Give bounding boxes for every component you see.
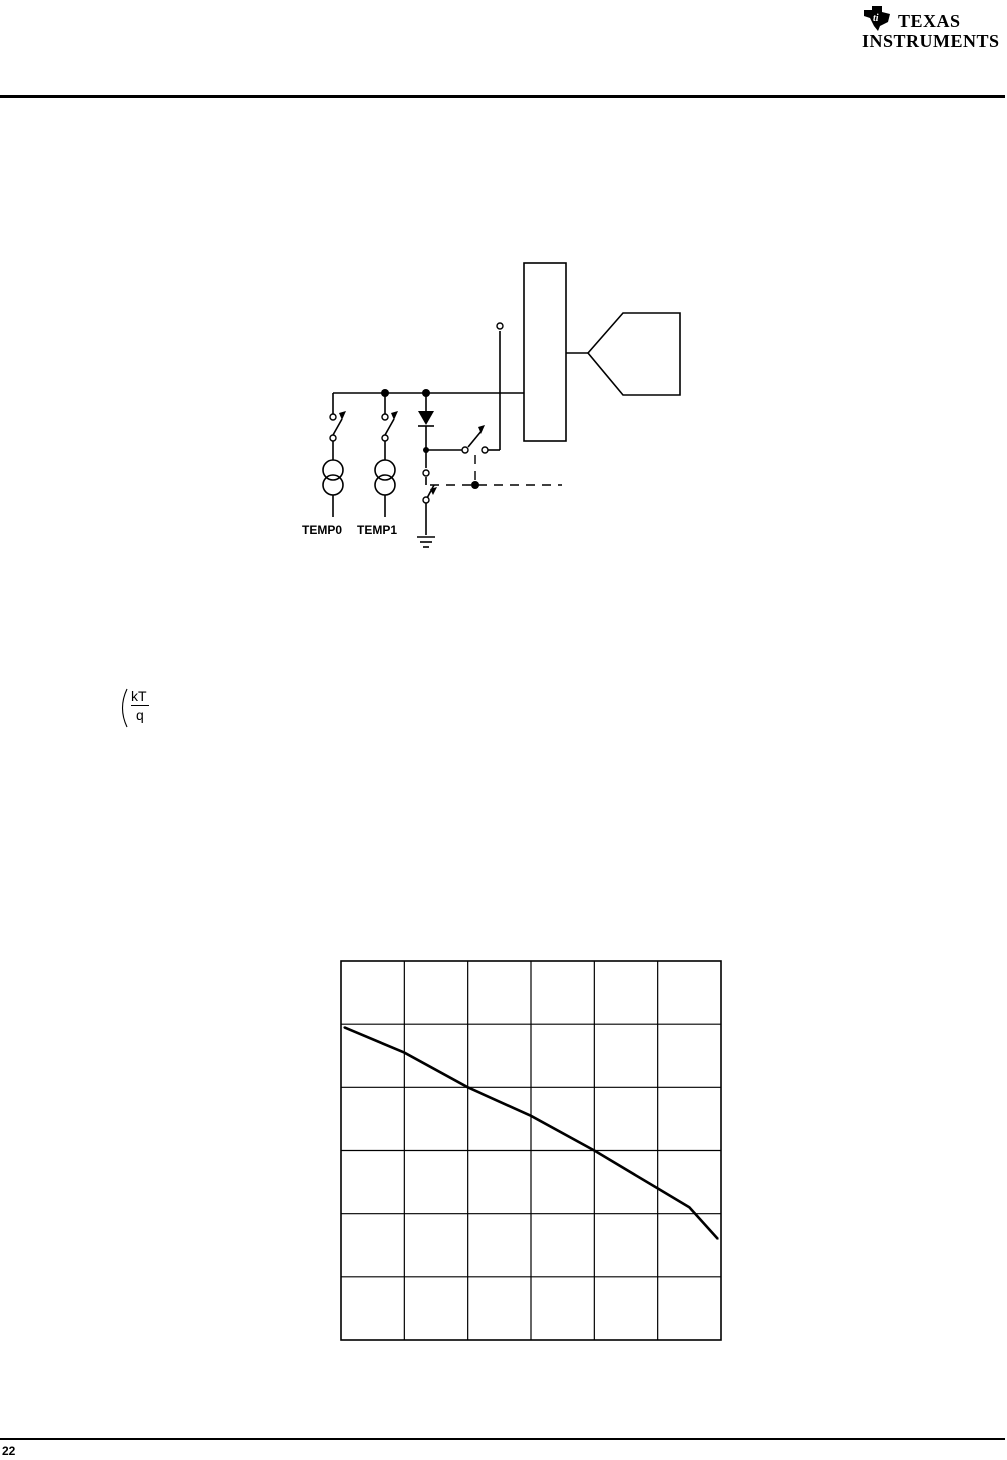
formula-kt-over-q <box>117 688 167 734</box>
circuit-diagram <box>290 255 710 565</box>
line-chart <box>340 960 722 1341</box>
output-block <box>588 313 680 395</box>
brand-line1: TEXAS <box>898 11 961 31</box>
diode-icon <box>418 411 434 426</box>
brand-line2: INSTRUMENTS <box>862 31 1000 51</box>
adc-block <box>524 263 566 441</box>
formula-numerator: kT <box>131 688 147 704</box>
label-temp1: TEMP1 <box>357 523 398 537</box>
data-point <box>467 1087 469 1089</box>
formula-denominator: q <box>136 707 144 723</box>
page-number: 22 <box>2 1444 16 1458</box>
header-rule <box>0 95 1005 98</box>
footer-rule <box>0 1438 1005 1440</box>
fraction-bar <box>131 705 149 706</box>
data-point <box>717 1238 719 1240</box>
data-point <box>657 1188 659 1190</box>
left-paren-icon <box>117 688 129 728</box>
ti-logo <box>860 2 1005 50</box>
label-temp0: TEMP0 <box>302 523 343 537</box>
data-point <box>594 1150 596 1152</box>
data-point <box>404 1052 406 1054</box>
data-point <box>689 1207 691 1209</box>
svg-text:ti: ti <box>873 13 879 24</box>
data-point <box>530 1115 532 1117</box>
chart-grid <box>341 961 721 1340</box>
data-point <box>343 1027 345 1029</box>
ti-emblem-icon <box>860 4 896 32</box>
